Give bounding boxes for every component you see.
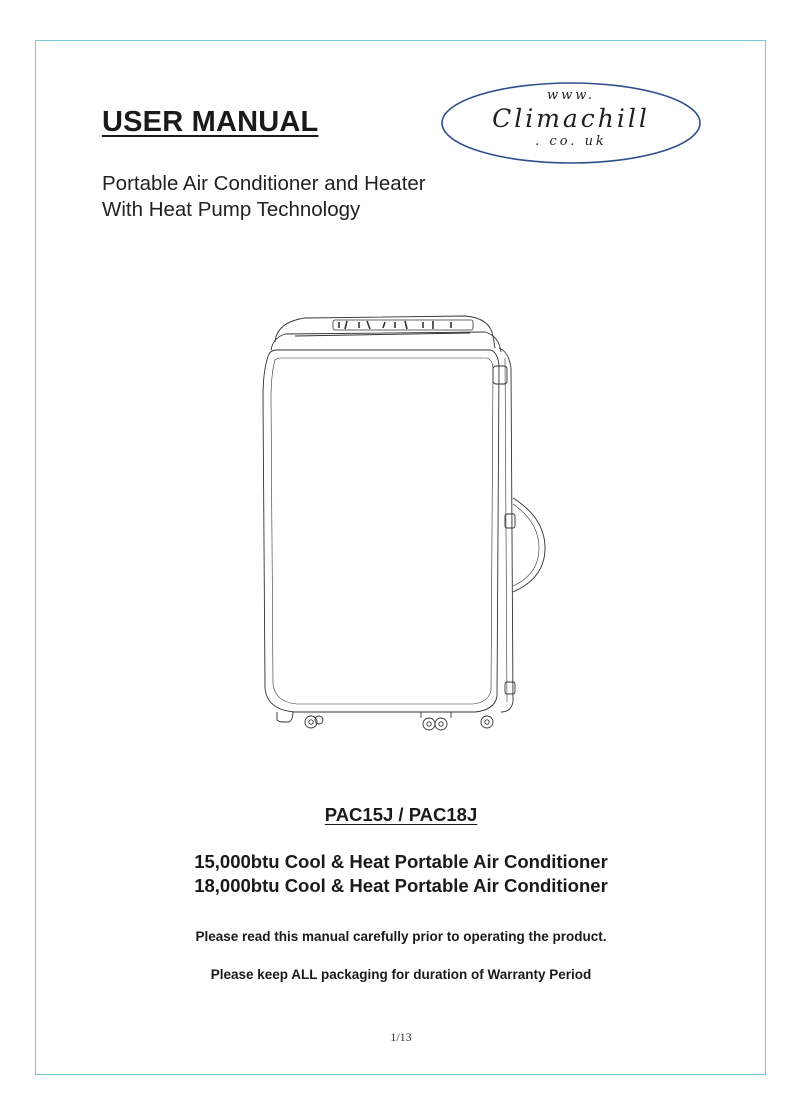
subtitle-line-1: Portable Air Conditioner and Heater xyxy=(102,172,426,195)
read-manual-notice: Please read this manual carefully prior to operating the product. xyxy=(195,929,607,944)
air-conditioner-icon xyxy=(255,308,555,748)
page-number: 1/13 xyxy=(390,1030,412,1044)
model-descriptions xyxy=(0,850,802,898)
subtitle-line-2: With Heat Pump Technology xyxy=(102,198,361,221)
logo-brand-name: Climachill xyxy=(492,104,650,133)
climachill-logo xyxy=(440,80,702,166)
model-numbers: PAC15J / PAC18J xyxy=(324,804,478,825)
portable-air-conditioner-illustration xyxy=(255,308,555,748)
manual-subtitle xyxy=(102,171,426,223)
model-description-15000: 15,000btu Cool & Heat Portable Air Conditioner xyxy=(194,851,608,872)
logo-domain-text: . co. uk xyxy=(535,134,607,149)
manual-title: USER MANUAL xyxy=(102,106,319,138)
model-description-18000: 18,000btu Cool & Heat Portable Air Conditioner xyxy=(194,875,608,896)
logo-www-text: www. xyxy=(547,88,595,103)
keep-packaging-notice: Please keep ALL packaging for duration of Warranty Period xyxy=(210,967,592,982)
